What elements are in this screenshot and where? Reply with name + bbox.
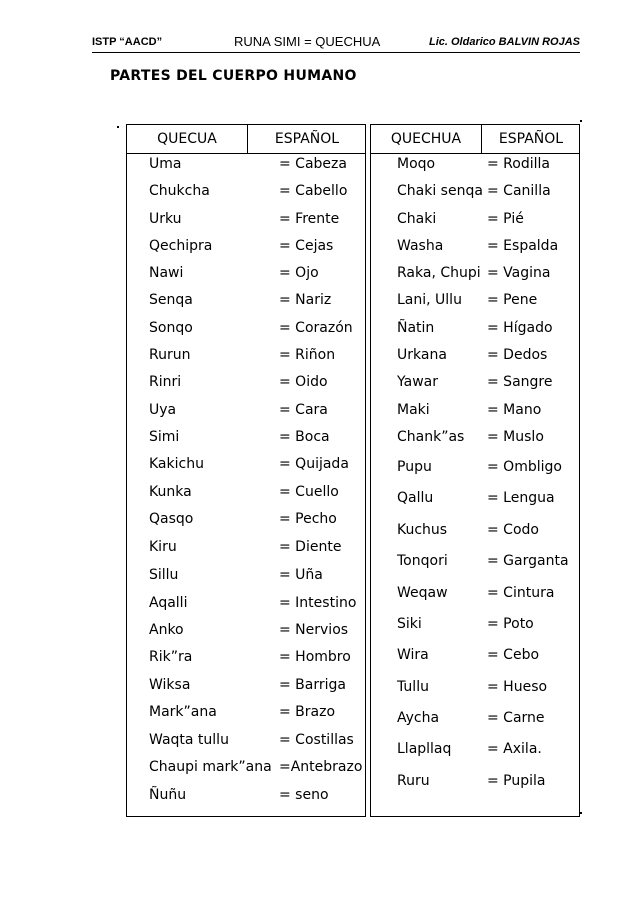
quechua-term: Aqalli (149, 595, 188, 611)
spanish-translation: = Cabello (279, 183, 348, 199)
spanish-translation: = Costillas (279, 732, 354, 748)
spanish-translation: = Frente (279, 211, 340, 227)
quechua-term: Kakichu (149, 456, 204, 472)
spanish-translation: = Diente (279, 539, 342, 555)
quechua-term: Chaki senqa (397, 183, 483, 199)
spanish-translation: = Dedos (487, 347, 548, 363)
spanish-translation: = Axila. (487, 741, 542, 757)
page-title: PARTES DEL CUERPO HUMANO (110, 68, 357, 84)
spanish-translation: = Pupila (487, 773, 546, 789)
spanish-translation: = Cebo (487, 647, 540, 663)
left-vocabulary-table (126, 124, 366, 817)
spanish-translation: = Poto (487, 616, 534, 632)
header-underline (371, 153, 579, 154)
spanish-translation: = Quijada (279, 456, 349, 472)
quechua-term: Qallu (397, 490, 434, 506)
quechua-term: Llapllaq (397, 741, 452, 757)
quechua-term: Tonqori (397, 553, 448, 569)
quechua-term: Washa (397, 238, 444, 254)
spanish-translation: = Canilla (487, 183, 551, 199)
spanish-translation: = Barriga (279, 677, 346, 693)
spanish-translation: = Lengua (487, 490, 555, 506)
spanish-translation: = Cintura (487, 585, 555, 601)
quechua-term: Tullu (397, 679, 429, 695)
spanish-translation: = Cabeza (279, 156, 347, 172)
quechua-term: Senqa (149, 292, 193, 308)
right-vocabulary-table (370, 124, 580, 817)
spanish-translation: = Brazo (279, 704, 336, 720)
spanish-translation: = Corazón (279, 320, 353, 336)
quechua-term: Qechipra (149, 238, 213, 254)
quechua-term: Kuchus (397, 522, 448, 538)
quechua-term: Pupu (397, 459, 432, 475)
spanish-translation: = Ojo (279, 265, 319, 281)
spanish-translation: = Nariz (279, 292, 332, 308)
quechua-term: Rurun (149, 347, 191, 363)
corner-dot (117, 126, 119, 128)
spanish-translation: = Mano (487, 402, 542, 418)
spanish-translation: = Ombligo (487, 459, 562, 475)
spanish-translation: =Antebrazo (279, 759, 363, 775)
quechua-term: Lani, Ullu (397, 292, 462, 308)
quechua-term: Urku (149, 211, 182, 227)
header-author: Lic. Oldarico BALVIN ROJAS (429, 36, 580, 48)
spanish-translation: = Garganta (487, 553, 569, 569)
quechua-term: Wira (397, 647, 429, 663)
spanish-translation: = Cejas (279, 238, 334, 254)
quechua-term: Chaupi mark”ana (149, 759, 272, 775)
corner-dot (580, 120, 582, 122)
spanish-translation: = Muslo (487, 429, 544, 445)
spanish-translation: = Boca (279, 429, 330, 445)
quechua-term: Rik”ra (149, 649, 193, 665)
spanish-translation: = Hombro (279, 649, 351, 665)
spanish-translation: = Vagina (487, 265, 551, 281)
quechua-term: Urkana (397, 347, 447, 363)
quechua-term: Wiksa (149, 677, 191, 693)
left-col-quechua-header: QUECUA (157, 131, 217, 147)
quechua-term: Uya (149, 402, 177, 418)
header-subject: RUNA SIMI = QUECHUA (234, 34, 381, 49)
spanish-translation: = Uña (279, 567, 323, 583)
quechua-term: Kiru (149, 539, 177, 555)
spanish-translation: = Oido (279, 374, 328, 390)
spanish-translation: = Carne (487, 710, 545, 726)
spanish-translation: = Sangre (487, 374, 553, 390)
quechua-term: Sonqo (149, 320, 193, 336)
spanish-translation: = Intestino (279, 595, 357, 611)
corner-dot (580, 812, 582, 814)
left-col-spanish-header: ESPAÑOL (274, 131, 340, 147)
quechua-term: Ruru (397, 773, 430, 789)
header-institution: ISTP “AACD” (92, 36, 163, 48)
quechua-term: Rinri (149, 374, 182, 390)
spanish-translation: = Pene (487, 292, 538, 308)
quechua-term: Mark”ana (149, 704, 217, 720)
spanish-translation: = Codo (487, 522, 539, 538)
spanish-translation: = Pecho (279, 511, 337, 527)
spanish-translation: = Hueso (487, 679, 548, 695)
page-header (92, 34, 580, 53)
spanish-translation: = Hígado (487, 320, 553, 336)
quechua-term: Chaki (397, 211, 437, 227)
spanish-translation: = Rodilla (487, 156, 550, 172)
quechua-term: Maki (397, 402, 430, 418)
quechua-term: Moqo (397, 156, 436, 172)
spanish-translation: = Cuello (279, 484, 339, 500)
quechua-term: Ñuñu (149, 787, 187, 803)
spanish-translation: = Nervios (279, 622, 349, 638)
quechua-term: Ñatin (397, 320, 435, 336)
right-col-spanish-header: ESPAÑOL (498, 131, 564, 147)
quechua-term: Sillu (149, 567, 179, 583)
quechua-term: Qasqo (149, 511, 194, 527)
right-col-quechua-header: QUECHUA (390, 131, 462, 147)
quechua-term: Chank”as (397, 429, 465, 445)
header-underline (127, 153, 365, 154)
quechua-term: Simi (149, 429, 180, 445)
quechua-term: Aycha (397, 710, 440, 726)
spanish-translation: = Espalda (487, 238, 559, 254)
quechua-term: Chukcha (149, 183, 210, 199)
spanish-translation: = Pié (487, 211, 524, 227)
quechua-term: Raka, Chupi (397, 265, 481, 281)
quechua-term: Yawar (397, 374, 438, 390)
spanish-translation: = seno (279, 787, 329, 803)
quechua-term: Anko (149, 622, 184, 638)
quechua-term: Nawi (149, 265, 184, 281)
quechua-term: Waqta tullu (149, 732, 229, 748)
quechua-term: Uma (149, 156, 182, 172)
spanish-translation: = Cara (279, 402, 328, 418)
spanish-translation: = Riñon (279, 347, 336, 363)
quechua-term: Kunka (149, 484, 192, 500)
quechua-term: Siki (397, 616, 422, 632)
quechua-term: Weqaw (397, 585, 448, 601)
